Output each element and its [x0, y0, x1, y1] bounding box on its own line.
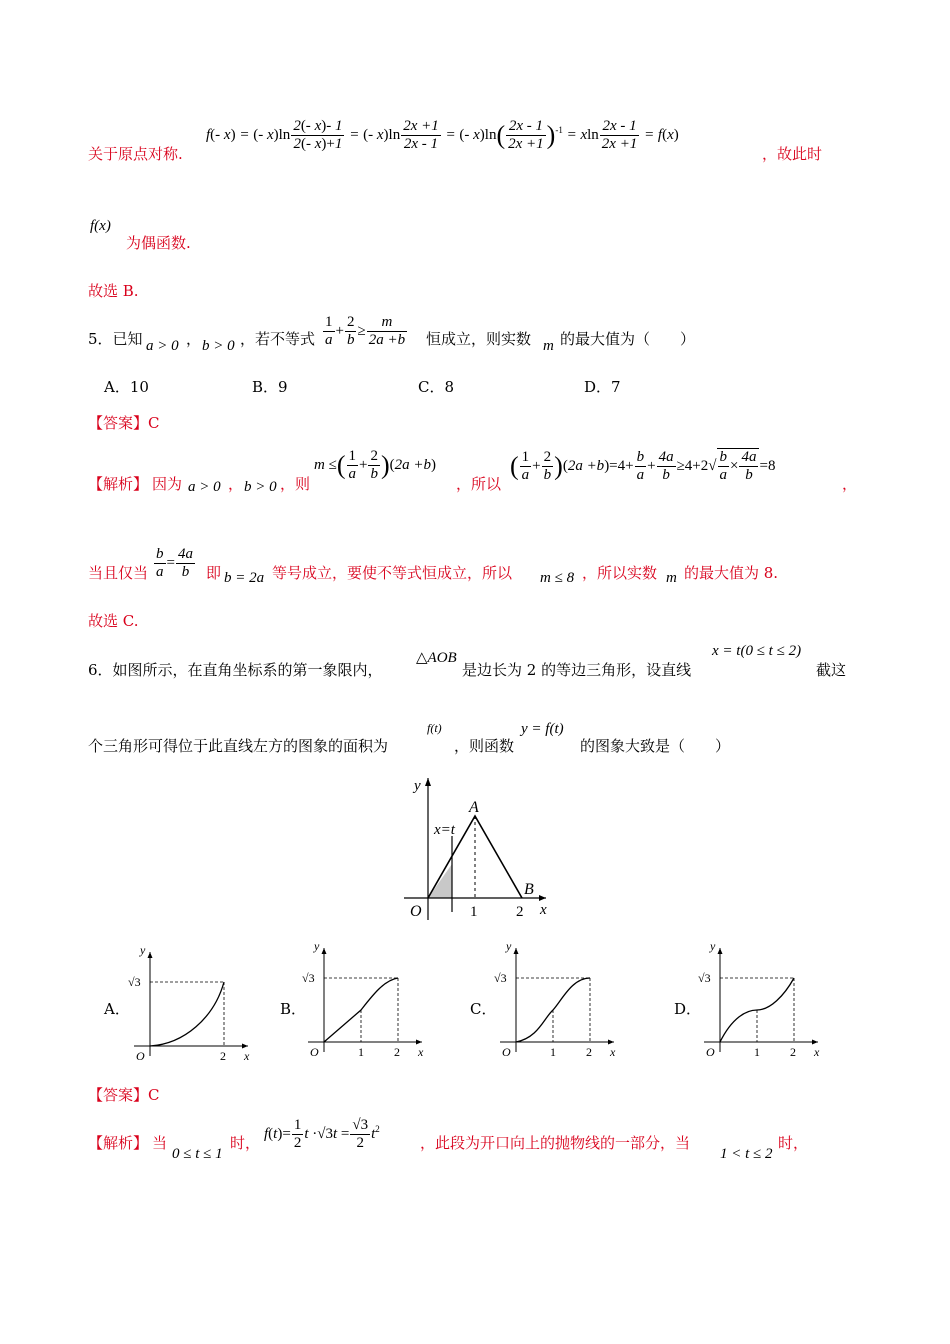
- q5-sol-a-positive: a > 0: [188, 479, 221, 495]
- q5-m: m: [543, 338, 554, 354]
- y-axis-arrow: [718, 948, 723, 954]
- tick-2: 2: [790, 1045, 796, 1058]
- x-label: x: [418, 1045, 424, 1058]
- option-b-graph[interactable]: [298, 934, 428, 1058]
- q6-option-a-label[interactable]: A．: [104, 1000, 130, 1018]
- text-therefore: ，故此时: [762, 145, 823, 163]
- option-d-graph[interactable]: [694, 934, 824, 1058]
- fig-y-label: y: [414, 778, 421, 794]
- q5-am-gm: ( $\frac{1}{a}$ + $\frac{2}{b}$ )(2a +b)=4+ $\frac{b}{a}$ + $\frac{4a}{b}$ ≥4+2√ $\frac{b}{a}$ × $\frac{4a}{b}$ =8: [510, 449, 776, 483]
- q6-area-text: 个三角形可得位于此直线左方的图象的面积为: [88, 737, 389, 755]
- q6-sol-time: 时，: [230, 1134, 261, 1152]
- q5-comma: ，: [186, 330, 202, 348]
- q5-inequality: $\frac{1}{a}$ + $\frac{2}{b}$ ≥ $\frac{m}{2a +b}$: [325, 314, 406, 348]
- origin-label: O: [136, 1049, 145, 1062]
- q5-b-positive: b > 0: [202, 338, 235, 354]
- math-fx: f(x): [90, 218, 111, 234]
- fig-line-label: x=t: [434, 822, 455, 838]
- q5-m-bound: m ≤( $\frac{1}{a}$ + $\frac{2}{b}$ )(2a +b): [314, 448, 437, 482]
- tick-2: 2: [394, 1045, 400, 1058]
- y-label: y: [140, 943, 146, 957]
- q6-solution-tag: 【解析】: [88, 1134, 149, 1152]
- q6-sol-when: 当: [152, 1134, 168, 1152]
- q5-sol-comma-end: ，: [842, 475, 858, 493]
- origin-label: O: [310, 1045, 319, 1058]
- choice-b-line: 故选 B.: [88, 282, 139, 300]
- fig-tick-1: 1: [470, 904, 478, 920]
- y-axis-arrow: [322, 948, 327, 954]
- origin-label: O: [706, 1045, 715, 1058]
- q5-real-number: ，所以实数: [582, 564, 658, 582]
- q6-triangle: △AOB: [416, 650, 457, 666]
- q5-option-d[interactable]: D．7: [584, 378, 621, 396]
- q5-equality-holds: 等号成立，要使不等式恒成立，所以: [272, 564, 513, 582]
- fig-origin: O: [410, 903, 422, 920]
- tick-1: 1: [754, 1045, 760, 1058]
- q5-m-le-8: m ≤ 8: [540, 570, 575, 586]
- x-axis-arrow: [416, 1040, 422, 1045]
- sqrt3-label: √3: [302, 971, 315, 985]
- q6-ft: f(t): [427, 721, 442, 735]
- q5-solution-because: 因为: [152, 475, 183, 493]
- fig-point-a: A: [469, 799, 479, 816]
- sqrt3-label: √3: [494, 971, 507, 985]
- q5-iff: 当且仅当: [88, 564, 149, 582]
- q6-option-b-label[interactable]: B．: [280, 1000, 307, 1018]
- q5-b-equals-2a: b = 2a: [224, 570, 265, 586]
- q6-range-2: 1 < t ≤ 2: [720, 1146, 773, 1162]
- q6-graph-roughly: 的图象大致是（ ）: [580, 737, 731, 755]
- y-axis-arrow: [148, 952, 153, 958]
- q6-parabola-text: ，此段为开口向上的抛物线的一部分，当: [420, 1134, 691, 1152]
- q5-intro: 5．已知: [88, 330, 143, 348]
- q6-range-1: 0 ≤ t ≤ 1: [172, 1146, 223, 1162]
- q5-a-positive: a > 0: [146, 338, 179, 354]
- x-label: x: [814, 1045, 820, 1058]
- triangle-figure: [396, 770, 556, 922]
- x-axis-arrow: [242, 1044, 248, 1049]
- y-label: y: [710, 939, 716, 953]
- q5-sol-b-positive: b > 0: [244, 479, 277, 495]
- x-axis-arrow: [608, 1040, 614, 1045]
- q5-namely: 即: [206, 564, 222, 582]
- tick-2: 2: [220, 1049, 226, 1062]
- q5-option-b[interactable]: B．9: [252, 378, 288, 396]
- text-even-function: 为偶函数.: [126, 234, 191, 252]
- q6-option-c-label[interactable]: C．: [470, 1000, 497, 1018]
- q5-option-a[interactable]: A．10: [104, 378, 149, 396]
- option-c-graph[interactable]: [490, 934, 620, 1058]
- q6-y-equals-ft: y = f(t): [521, 721, 564, 737]
- q5-equality-condition: $\frac{b}{a}$ = $\frac{4a}{b}$: [156, 546, 193, 580]
- origin-label: O: [502, 1045, 511, 1058]
- y-axis-arrow: [425, 778, 431, 786]
- q6-area-formula: f(t)= $\frac{1}{2}$ t ·√3t = $\frac{√3}{2}$ $t^2$: [264, 1117, 380, 1151]
- q5-answer: 【答案】C: [88, 414, 160, 432]
- x-axis-arrow: [812, 1040, 818, 1045]
- q6-option-d-label[interactable]: D．: [674, 1000, 702, 1018]
- parity-derivation-formula: f(- x) = (- x)ln $\frac{2(- x)- 1}{2(- x)+1}$ = (- x)ln $\frac{2x +1}{2x - 1}$ = (- x)ln( $\frac{2x - 1}{2x +1}$ )$^{-1}$ = xln $\frac{2x - 1}{2x +1}$ = f(x): [206, 118, 679, 152]
- function-curve: [150, 982, 224, 1046]
- sqrt3-label: √3: [128, 975, 141, 989]
- q5-sol-comma: ，: [228, 475, 244, 493]
- sqrt3-label: √3: [698, 971, 711, 985]
- q5-condition: ，若不等式: [240, 330, 316, 348]
- fig-tick-2: 2: [516, 904, 524, 920]
- q5-sol-so: ，所以: [456, 475, 502, 493]
- text-symmetric-origin: 关于原点对称.: [88, 145, 183, 163]
- q6-cut: 截这: [816, 661, 847, 679]
- q6-answer: 【答案】C: [88, 1086, 160, 1104]
- q5-solution-tag: 【解析】: [88, 475, 149, 493]
- q6-function: ，则函数: [454, 737, 515, 755]
- q5-option-c[interactable]: C．8: [418, 378, 455, 396]
- q6-intro: 6．如图所示，在直角坐标系的第一象限内，: [88, 661, 383, 679]
- q5-max-is-8: 的最大值为 8.: [684, 564, 779, 582]
- q5-holds: 恒成立，则实数: [426, 330, 532, 348]
- q5-sol-then: ，则: [280, 475, 311, 493]
- y-label: y: [314, 939, 320, 953]
- q6-description: 是边长为 2 的等边三角形，设直线: [462, 661, 692, 679]
- tick-1: 1: [358, 1045, 364, 1058]
- x-axis-arrow: [539, 895, 546, 901]
- tick-1: 1: [550, 1045, 556, 1058]
- q5-choice-c: 故选 C.: [88, 612, 139, 630]
- q5-m-2: m: [666, 570, 677, 586]
- fig-x-label: x: [540, 902, 547, 918]
- fig-point-b: B: [524, 881, 534, 898]
- q5-max-value: 的最大值为（ ）: [560, 330, 696, 348]
- option-a-graph[interactable]: [124, 938, 254, 1062]
- y-axis-arrow: [514, 948, 519, 954]
- x-label: x: [244, 1049, 250, 1062]
- q6-sol-end: 时，: [778, 1134, 809, 1152]
- y-label: y: [506, 939, 512, 953]
- x-label: x: [610, 1045, 616, 1058]
- tick-2: 2: [586, 1045, 592, 1058]
- q6-line: x = t(0 ≤ t ≤ 2): [712, 643, 802, 659]
